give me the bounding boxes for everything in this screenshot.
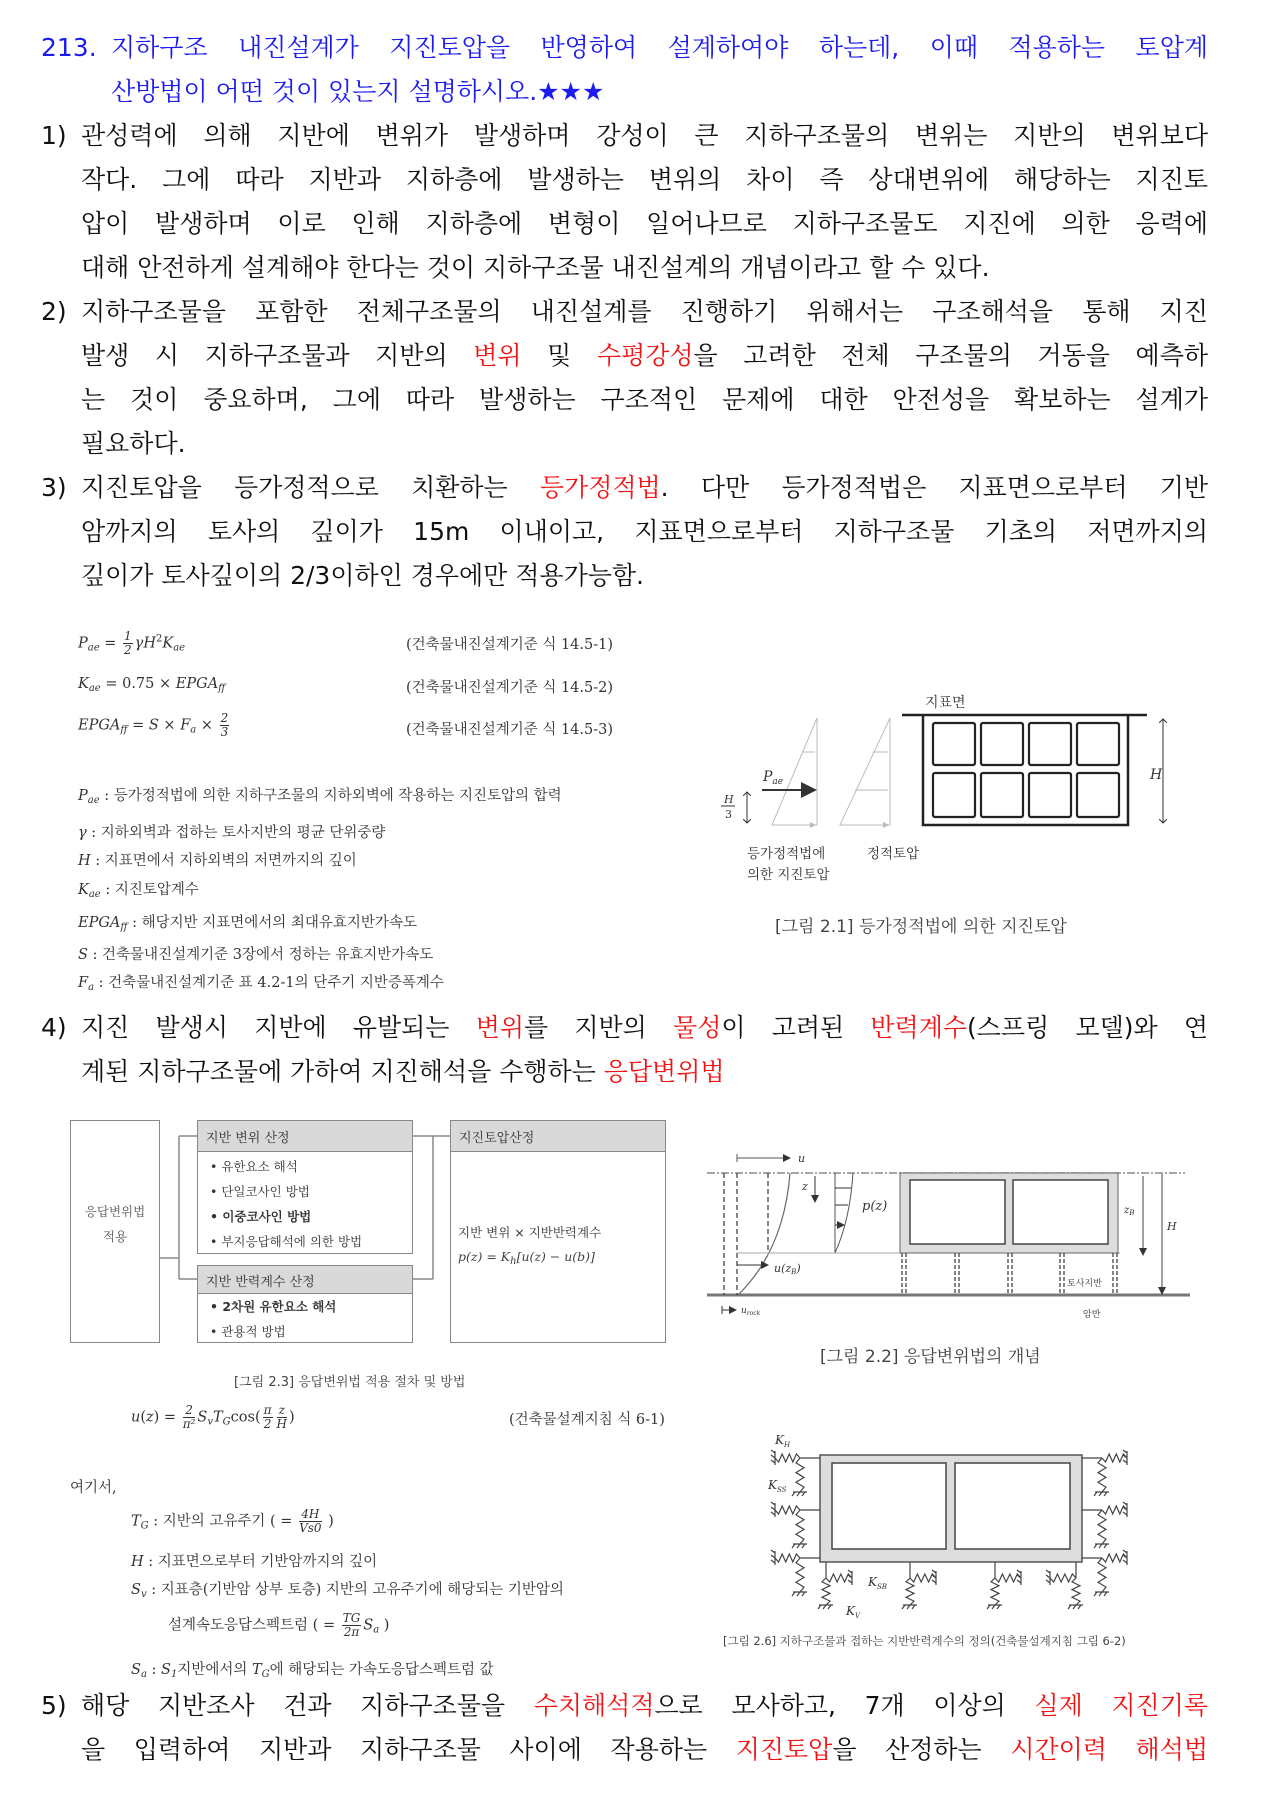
structure-cell — [1077, 723, 1119, 765]
structure-cell — [1029, 773, 1071, 817]
text-segment: 에 해당되는 가속도응답스펙트럼 값 — [269, 1662, 494, 1678]
fraction — [123, 630, 133, 657]
horizontal-spring — [1082, 1502, 1127, 1517]
highlight-term: 수평강성 — [596, 341, 694, 370]
base-shear-spring — [995, 1570, 1021, 1585]
formula-part: h — [510, 1256, 517, 1267]
highlight-term: 수치해석적 — [533, 1691, 655, 1720]
equation-ref: (건축물설계지침 식 6-1) — [509, 1412, 665, 1428]
item-number: 3) — [41, 473, 67, 502]
flow-box-coefficient — [197, 1265, 413, 1343]
fraction — [183, 1404, 196, 1431]
text-line — [81, 246, 1208, 290]
text-segment: EPGA — [175, 676, 219, 692]
flow-box-item: • 관용적 방법 — [210, 1324, 286, 1339]
equation-ref: (건축물내진설계기준 식 14.5-3) — [406, 722, 614, 738]
formula-part: [u(z) − u(b)] — [516, 1249, 595, 1264]
text-segment: 지반에서의 — [177, 1662, 252, 1678]
fraction-numerator: π — [263, 1403, 272, 1417]
text-segment: 작다. 그에 따라 지반과 지하층에 발생하는 변위의 차이 즉 상대변위에 해당하는 지진토 — [81, 165, 1208, 194]
flow-box-pressure — [450, 1120, 666, 1343]
horizontal-spring — [1082, 1450, 1127, 1465]
flow-box-apply-label: 응답변위법 — [84, 1204, 146, 1219]
text-line — [81, 158, 1208, 202]
structure-cell — [1077, 773, 1119, 817]
u-label: u — [798, 1152, 806, 1165]
fraction-numerator: 2 — [220, 711, 229, 725]
highlight-term: 실제 지진기록 — [1034, 1691, 1208, 1720]
definition-fa — [78, 971, 444, 993]
text-segment: S — [78, 947, 88, 963]
answer-item-2 — [0, 290, 1282, 466]
highlight-term: 변위 — [475, 1013, 524, 1042]
item-number: 1) — [41, 121, 67, 150]
definition-epga — [78, 911, 417, 933]
text-segment: K — [78, 676, 89, 692]
definition-pae — [78, 784, 562, 806]
figure-2-2-caption: [그림 2.2] 응답변위법의 개념 — [820, 1347, 1041, 1367]
text-segment: 을 산정하는 — [832, 1735, 1011, 1764]
base-shear-spring — [826, 1570, 852, 1585]
text-segment: 및 — [521, 341, 597, 370]
text-line — [81, 378, 1208, 422]
fraction — [277, 1404, 287, 1431]
highlight-term: 등가정적법 — [539, 473, 661, 502]
text-segment: H — [78, 853, 91, 869]
text-line — [81, 1050, 1208, 1094]
base-shear-spring — [1046, 1570, 1076, 1585]
flow-box-apply — [70, 1120, 160, 1343]
answer-item-3 — [0, 466, 1282, 598]
k-sub: SB — [876, 1583, 887, 1591]
shear-spring — [1094, 1558, 1109, 1596]
flow-box-header: 지반 반력계수 산정 — [198, 1266, 412, 1294]
text-segment: = — [99, 635, 122, 652]
fraction-denominator: 2 — [124, 643, 132, 657]
text-segment: : 지진토압계수 — [100, 882, 199, 898]
horizontal-spring — [1082, 1550, 1127, 1565]
uzb-main: u(z — [774, 1262, 792, 1275]
shear-spring — [792, 1558, 807, 1596]
fraction-numerator: 2 — [183, 1404, 196, 1418]
text-segment: T — [251, 1662, 262, 1678]
h3-numerator: H — [724, 793, 734, 806]
soil-label: 토사지반 — [1067, 1279, 1102, 1289]
text-line — [81, 290, 1208, 334]
zb-main: z — [1124, 1205, 1130, 1216]
shear-spring — [1094, 1458, 1109, 1496]
question-title — [0, 26, 1282, 114]
text-segment: S — [161, 1662, 171, 1678]
item-number: 5) — [41, 1691, 67, 1720]
text-segment: γH — [134, 635, 156, 652]
text-segment: ff — [120, 922, 128, 933]
highlight-term: 물성 — [673, 1013, 722, 1042]
text-line — [81, 422, 1208, 466]
pz-label: p(z) — [862, 1199, 888, 1214]
text-line — [81, 510, 1208, 554]
text-line — [111, 70, 1208, 114]
fraction — [220, 712, 230, 739]
dynamic-pressure-label: 의한 지진토압 — [747, 867, 830, 883]
k-sub: H — [783, 1441, 791, 1449]
fraction — [299, 1508, 321, 1535]
h-label: H — [1167, 1220, 1177, 1233]
text-line — [81, 466, 1208, 510]
horizontal-spring — [771, 1502, 820, 1517]
text-segment: 대해 안전하게 설계해야 한다는 것이 지하구조물 내진설계의 개념이라고 할 수 있다. — [81, 253, 990, 282]
question-number: 213. — [41, 33, 97, 62]
flow-box-item: • 부지응답해석에 의한 방법 — [210, 1234, 363, 1249]
text-segment: 설계속도응답스펙트럼 ( = — [168, 1617, 340, 1634]
text-line — [81, 1006, 1208, 1050]
text-segment: 지진토압을 등가정적으로 치환하는 — [81, 473, 540, 502]
soil-springs — [771, 1450, 1127, 1609]
text-segment: ff — [120, 724, 128, 736]
flow-box-formula — [458, 1249, 595, 1267]
pressure-triangles — [772, 718, 890, 825]
text-segment: F — [180, 717, 191, 734]
structure-cell — [933, 723, 975, 765]
fraction-denominator: H — [276, 1417, 287, 1431]
definition-s — [78, 943, 433, 964]
highlight-term: 반력계수 — [870, 1013, 968, 1042]
text-segment: = — [127, 717, 149, 734]
pz-distribution — [835, 1173, 853, 1253]
text-segment: 지진 발생시 지반에 유발되는 — [81, 1013, 476, 1042]
text-segment: cos( — [230, 1409, 261, 1426]
figure-2-3-caption: [그림 2.3] 응답변위법 적용 절차 및 방법 — [234, 1375, 466, 1390]
text-segment: v — [207, 1416, 213, 1428]
figure-2-1-diagram — [721, 694, 1163, 883]
vertical-spring — [818, 1562, 833, 1609]
displacement-curve — [738, 1173, 790, 1295]
text-segment: 관성력에 의해 지반에 변위가 발생하며 강성이 큰 지하구조물의 변위는 지반의 변위보다 — [81, 121, 1208, 150]
where-label: 여기서, — [70, 1480, 117, 1496]
z-label: z — [802, 1180, 808, 1193]
height-label: H — [1150, 767, 1163, 783]
text-segment: 2 — [155, 633, 163, 645]
flow-box-header: 지진토압산정 — [451, 1121, 665, 1152]
figure-2-2-diagram — [707, 1152, 1190, 1320]
text-segment: K — [162, 635, 174, 652]
text-segment: 을 고려한 전체 구조물의 거동을 예측하 — [693, 341, 1208, 370]
text-segment: : 지반의 고유주기 ( = — [148, 1513, 298, 1530]
kh-label — [774, 1433, 791, 1449]
equation-epga — [78, 712, 231, 739]
pae-label-sub: ae — [772, 777, 784, 787]
text-line — [111, 26, 1208, 70]
text-segment: ) — [323, 1513, 334, 1530]
equation-ref: (건축물내진설계기준 식 14.5-2) — [406, 680, 614, 696]
structure-outline — [923, 716, 1128, 825]
urock-sub: rock — [746, 1310, 761, 1317]
dynamic-pressure-label: 등가정적법에 — [747, 846, 826, 862]
zb-sub: B — [1129, 1209, 1135, 1217]
text-segment: 을 입력하여 지반과 지하구조물 사이에 작용하는 — [81, 1735, 736, 1764]
text-segment: 계된 지하구조물에 가하여 지진해석을 수행하는 — [81, 1057, 604, 1086]
structure-cell — [933, 773, 975, 817]
term-sv-cont — [168, 1612, 389, 1639]
text-segment: 지하구조물을 포함한 전체구조물의 내진설계를 진행하기 위해서는 구조해석을 통해 지진 — [81, 297, 1208, 326]
flow-box-item: • 2차원 유한요소 해석 — [210, 1299, 337, 1314]
figure-2-6-diagram — [767, 1433, 1127, 1620]
text-segment: 발생 시 지하구조물과 지반의 — [81, 341, 474, 370]
highlight-term: 응답변위법 — [603, 1057, 725, 1086]
fraction-denominator: 2π — [343, 1625, 360, 1639]
text-segment: u — [131, 1409, 141, 1426]
text-segment: : 건축물내진설계기준 표 4.2-1의 단주기 지반증폭계수 — [94, 975, 444, 991]
item-number: 2) — [41, 297, 67, 326]
highlight-term: 지진토압 — [735, 1735, 833, 1764]
text-segment: ae — [88, 683, 101, 694]
text-segment: H — [131, 1554, 144, 1570]
text-line — [81, 1684, 1208, 1728]
text-segment: a — [140, 1669, 147, 1680]
text-segment: : — [146, 1662, 162, 1678]
text-segment: ) — [288, 1409, 295, 1426]
term-sv — [131, 1578, 564, 1600]
text-segment: ( — [140, 1409, 147, 1426]
text-segment: G — [140, 1520, 149, 1532]
highlight-term: 변위 — [473, 341, 522, 370]
text-segment: a — [88, 982, 95, 993]
flow-box-item: • 이중코사인 방법 — [210, 1209, 312, 1224]
flow-box-header: 지반 변위 산정 — [198, 1121, 412, 1152]
text-segment: P — [78, 635, 88, 652]
horizontal-spring — [771, 1450, 820, 1465]
flow-box-text: 지반 변위 × 지반반력계수 — [458, 1225, 602, 1240]
text-segment: 는 것이 중요하며, 그에 따라 발생하는 구조적인 문제에 대한 안전성을 확보하는 설계가 — [81, 385, 1208, 414]
text-segment: a — [190, 724, 197, 736]
text-line — [81, 114, 1208, 158]
text-segment: 지하구조 내진설계가 지진토압을 반영하여 설계하여야 하는데, 이때 적용하는 토압계 — [111, 33, 1208, 62]
k-sub: SS — [776, 1486, 787, 1494]
text-segment: ae — [173, 642, 186, 654]
ground-surface-label: 지표면 — [925, 695, 966, 711]
text-segment: z — [146, 1409, 154, 1426]
kss-label — [767, 1478, 787, 1494]
definition-h — [78, 849, 357, 870]
text-segment: γ — [78, 825, 87, 841]
fraction — [263, 1404, 273, 1431]
definition-gamma — [78, 821, 385, 842]
text-segment: P — [78, 788, 88, 804]
text-segment: EPGA — [78, 717, 121, 734]
fraction — [342, 1612, 362, 1639]
text-segment: ff — [218, 683, 226, 694]
flow-box-displacement — [197, 1120, 413, 1254]
text-segment: 으로 모사하고, 7개 이상의 — [654, 1691, 1035, 1720]
text-segment: : 지하외벽과 접하는 토사지반의 평균 단위중량 — [86, 825, 386, 841]
text-segment: EPGA — [78, 915, 121, 931]
fraction-numerator: z — [277, 1404, 287, 1418]
text-segment: S — [363, 1617, 374, 1634]
equation-kae — [78, 676, 225, 694]
uzb-end: ) — [796, 1262, 801, 1275]
text-segment: T — [212, 1409, 223, 1426]
equation-ref: (건축물내진설계기준 식 14.5-1) — [406, 637, 614, 653]
text-line — [81, 554, 1208, 598]
shear-spring — [1094, 1510, 1109, 1548]
main-text-upper — [0, 26, 1282, 598]
k-main: K — [768, 1478, 777, 1492]
equation-pae — [78, 630, 185, 657]
equation-uz — [131, 1404, 295, 1431]
text-segment: . 다만 등가정적법은 지표면으로부터 기반 — [660, 473, 1208, 502]
text-segment: = 0.75 × — [100, 676, 176, 692]
static-pressure-label: 정적토압 — [867, 846, 920, 862]
text-segment: : 건축물내진설계기준 3장에서 정하는 유효지반가속도 — [87, 947, 434, 963]
structure-box — [820, 1455, 1082, 1562]
vertical-spring — [987, 1562, 1002, 1609]
item-number: 4) — [41, 1013, 67, 1042]
main-text-item4 — [0, 1006, 1282, 1094]
answer-item-5 — [0, 1684, 1282, 1772]
text-segment: ) — [379, 1617, 390, 1634]
text-segment: ) = — [153, 1409, 181, 1426]
main-text-item5 — [0, 1684, 1282, 1772]
horizontal-spring — [771, 1550, 820, 1565]
answer-item-4 — [0, 1006, 1282, 1094]
zb-label — [1123, 1205, 1134, 1217]
text-segment: S — [131, 1662, 141, 1678]
text-line — [81, 334, 1208, 378]
text-line — [81, 202, 1208, 246]
highlight-term: 시간이력 해석법 — [1010, 1735, 1208, 1764]
text-segment: G — [261, 1669, 270, 1680]
urock-main: u — [741, 1306, 747, 1316]
k-sub: V — [854, 1612, 861, 1620]
text-segment: : 지표면으로부터 기반암까지의 깊이 — [143, 1554, 378, 1570]
k-main: K — [868, 1575, 877, 1589]
shear-spring — [792, 1510, 807, 1548]
answer-item-1 — [0, 114, 1282, 290]
text-segment: ae — [87, 642, 100, 654]
text-segment: (스프링 모델)와 연 — [967, 1013, 1208, 1042]
rock-label: 암반 — [1083, 1310, 1101, 1320]
urock-label — [741, 1306, 761, 1317]
vertical-spring — [902, 1562, 917, 1609]
structure-box — [900, 1173, 1118, 1253]
fraction-denominator: 2 — [263, 1417, 272, 1431]
figure-2-6-caption: [그림 2.6] 지하구조물과 접하는 지반반력계수의 정의(건축물설계지침 그림 6-2) — [723, 1634, 1126, 1648]
text-segment: 깊이가 토사깊이의 2/3이하인 경우에만 적용가능함. — [81, 561, 644, 590]
text-segment: S — [197, 1409, 208, 1426]
pae-label — [762, 769, 783, 787]
flow-box-item: • 단일코사인 방법 — [210, 1184, 310, 1199]
text-segment: 이 고려된 — [721, 1013, 871, 1042]
text-segment: S — [131, 1582, 141, 1598]
text-segment: 1 — [170, 1669, 178, 1680]
text-segment: × — [196, 717, 218, 734]
uzb-sub: B — [791, 1268, 797, 1276]
structure-cell — [981, 723, 1023, 765]
text-segment: : 해당지반 지표면에서의 최대유효지반가속도 — [127, 915, 417, 931]
vertical-spring — [1068, 1562, 1083, 1609]
flow-box-apply-label: 적용 — [102, 1229, 128, 1244]
text-segment: T — [131, 1513, 141, 1530]
figure-2-1-caption: [그림 2.1] 등가정적법에 의한 지진토압 — [775, 917, 1067, 937]
term-sa — [131, 1658, 494, 1680]
text-segment: v — [140, 1589, 147, 1600]
text-segment: F — [78, 975, 89, 991]
term-h — [131, 1550, 377, 1571]
text-segment: 해당 지반조사 건과 지하구조물을 — [81, 1691, 534, 1720]
text-segment: ae — [88, 889, 101, 900]
text-segment: a — [373, 1624, 380, 1636]
fraction-denominator: π² — [182, 1417, 196, 1431]
uzb-label — [774, 1262, 801, 1276]
formula-part: p(z) = K — [458, 1249, 511, 1264]
pae-label-main: P — [763, 769, 773, 785]
text-segment: 압이 발생하며 이로 인해 지하층에 변형이 일어나므로 지하구조물도 지진에 의한 응력에 — [81, 209, 1208, 238]
fraction-numerator: 1 — [124, 629, 132, 643]
text-segment: : 지표면에서 지하외벽의 저면까지의 깊이 — [90, 853, 357, 869]
text-segment: ae — [87, 795, 100, 806]
text-line — [81, 1728, 1208, 1772]
fraction-denominator: 3 — [220, 725, 229, 739]
k-main: K — [775, 1433, 784, 1447]
k-main: K — [846, 1604, 855, 1618]
text-segment: G — [222, 1416, 231, 1428]
shear-spring — [792, 1458, 807, 1496]
flow-box-item: • 유한요소 해석 — [210, 1159, 298, 1174]
structure-cell — [1029, 723, 1071, 765]
kv-label — [845, 1604, 861, 1620]
fraction-numerator: 4H — [299, 1508, 321, 1522]
definition-kae — [78, 878, 199, 900]
text-segment: 암까지의 토사의 깊이가 15m 이내이고, 지표면으로부터 지하구조물 기초의 저면까지의 — [81, 517, 1208, 546]
text-segment: 산방법이 어떤 것이 있는지 설명하시오.★★★ — [111, 77, 605, 106]
text-segment: : 등가정적법에 의한 지하구조물의 지하외벽에 작용하는 지진토압의 합력 — [99, 788, 562, 804]
text-segment: : 지표층(기반암 상부 토층) 지반의 고유주기에 해당되는 기반암의 — [146, 1582, 564, 1598]
h3-denominator: 3 — [725, 808, 732, 821]
text-segment: S — [148, 717, 159, 734]
term-tg — [131, 1508, 334, 1535]
ksb-label — [867, 1575, 887, 1591]
text-segment: 필요하다. — [81, 429, 186, 458]
fraction-numerator: TG — [342, 1611, 361, 1625]
fraction-denominator: Vs0 — [299, 1521, 322, 1535]
text-segment: K — [78, 882, 89, 898]
text-segment: 를 지반의 — [524, 1013, 674, 1042]
structure-cell — [981, 773, 1023, 817]
text-segment: × — [158, 717, 181, 734]
base-shear-spring — [910, 1570, 936, 1585]
